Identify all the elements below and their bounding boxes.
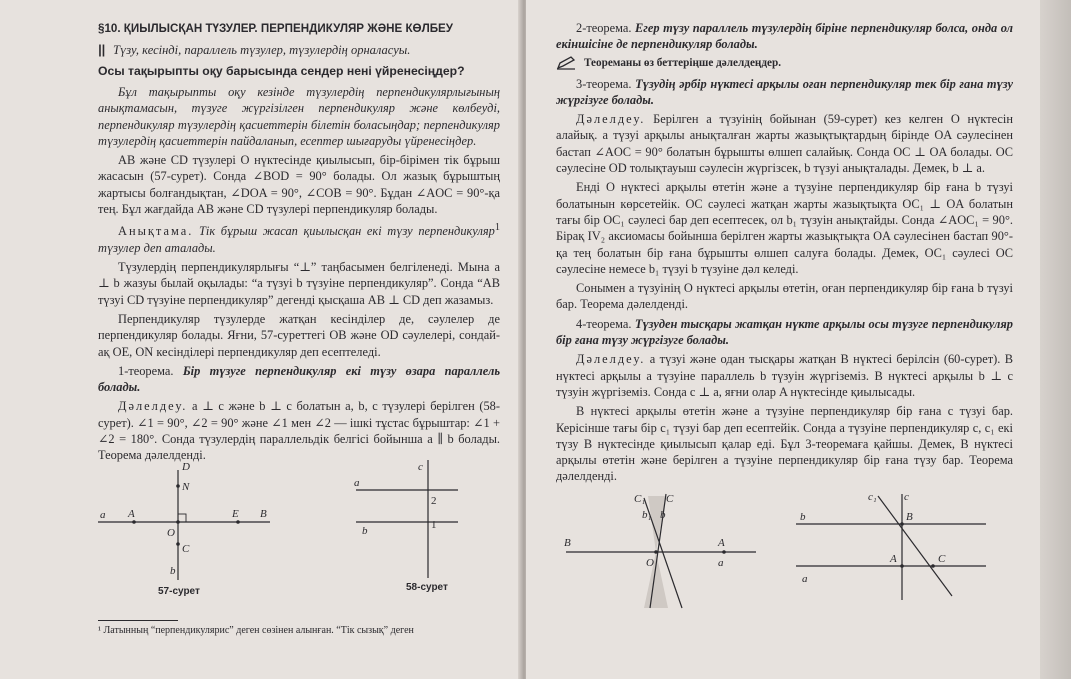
theorem-2 xyxy=(556,20,1013,53)
fig60-label-a: a xyxy=(802,572,808,585)
right-page xyxy=(526,0,1071,679)
theorem-2-label: 2-теорема. xyxy=(576,21,632,35)
theorem-1 xyxy=(98,363,500,396)
definition-label: Анықтама. xyxy=(118,224,194,239)
footnote: ¹ Латынның “перпендикулярис” деген сөзінен алынған. “Тік сызық” деген xyxy=(98,624,414,636)
figures-57-58 xyxy=(98,460,500,618)
theorem-3-label: 3-теорема. xyxy=(576,76,632,91)
theorem-3-text: Түзудің әрбір нүктесі арқылы оған перпендикуляр тек бір ғана түзу жүргізуге болады. xyxy=(556,76,1013,107)
paragraph-final: B нүктесі арқылы өтетін және a түзуіне перпендикуляр бір ғана c түзуі бар. Керісінше тағы бір c₁ түзуі бар деп есептейік. Сонда a түзуіне перпендикуляр c, c₁ екі түзу B нүктесінде қиылысып қалар еді. Бұл 3-теоремаға қайшы. Демек, B нүктесі арқылы өтетін және берілген a түзуіне перпендикуляр бір ғана түзу бар. Теорема дәлелденді. xyxy=(556,404,1013,484)
theorem-2-text: Егер түзу параллель түзулердің біріне перпендикуляр болса, онда ол екіншісіне де перпендикуляр болады. xyxy=(556,21,1013,52)
proof-1 xyxy=(98,398,500,463)
proof-1-label: Дәлелдеу. xyxy=(118,399,188,414)
section-title: §10. ҚИЫЛЫСҚАН ТҮЗУЛЕР. ПЕРПЕНДИКУЛЯР ЖӘНЕ КӨЛБЕУ xyxy=(98,22,453,35)
figure-57-caption: 57-сурет xyxy=(158,585,200,597)
pencil-icon xyxy=(556,56,576,70)
definition-text-end: түзулер деп аталады. xyxy=(98,240,216,255)
paragraph-uniqueness: Енді O нүктесі арқылы өтетін және a түзуіне перпендикуляр бір ғана b түзуі болатынын көрсетейік. OC сәулесі жатқан жарты жазықтықта OC₁ ⊥ OA болатын тағы бір OC₁ сәулесі бар деп есептесек, ол b₁ түзуін анықтайды. Сонда ∠AOC₁ = 90°. Бірақ IV₂ аксиомасы бойынша берілген жарты жазықтықта OA сәулесінен бастап 90°-қа тең болатын бір ғана бұрышты өлшеп салуға болады. Демек, OC₁ сәулесі OC сәулесіне немесе b₁ түзуі b түзуіне дәл келеді. xyxy=(556,180,1013,276)
learning-question: Осы тақырыпты оқу барысында сендер нені үйренесіңдер? xyxy=(98,64,465,78)
proof-4-text: a түзуі және одан тысқары жатқан B нүктесі берілсін (60-сурет). B нүктесі арқылы a түзуіне параллель b түзуін жүргіземіз. B нүктесі арқылы b ⊥ c түзуін жүргіземіз. Сонда c ⊥ a, яғни олар A нүктесінде қиылысады. xyxy=(556,352,1013,399)
fig58-label-a: a xyxy=(354,476,360,489)
theorem-3 xyxy=(556,76,1013,109)
paragraph-abcd: AB және CD түзулері O нүктесінде қиылысып, бір-бірімен тік бұрыш жасасын (57-сурет). Сонда ∠BOD = 90° болады. Ол жазық бұрыштың жартысы болғандықтан, ∠DOA = 90°, ∠COB = 90°. Бұдан ∠AOC = 90°-қа тең. Бұл жағдайда AB және CD түзулері перпендикуляр болады. xyxy=(98,153,500,217)
self-proof-text: Теореманы өз беттеріңше дәлелдеңдер. xyxy=(584,56,781,69)
fig59-label-A: A xyxy=(718,536,725,549)
fig59-label-a: a xyxy=(718,556,724,569)
fig58-label-1: 1 xyxy=(431,518,437,531)
theorem-4-label: 4-теорема. xyxy=(576,316,632,331)
fig57-label-E: E xyxy=(232,507,239,520)
fig57-label-D: D xyxy=(182,460,190,473)
paragraph-conclusion: Сонымен a түзуінің O нүктесі арқылы өтетін, оған перпендикуляр бір ғана b түзуі бар. Теорема дәлелденді. xyxy=(556,281,1013,312)
fig57-label-a: a xyxy=(100,508,106,521)
fig60-label-c: c xyxy=(904,490,909,503)
fig60-label-b: b xyxy=(800,510,806,523)
definition-text: Тік бұрыш жасап қиылысқан екі түзу перпендикуляр xyxy=(198,224,495,239)
self-proof-note xyxy=(556,56,1013,70)
figure-59 xyxy=(564,493,756,608)
theorem-4-text: Түзуден тысқары жатқан нүкте арқылы осы түзуге перпендикуляр бір ғана түзу жүргізуге болады. xyxy=(556,316,1013,348)
fig59-label-C: C xyxy=(666,492,674,505)
fig57-label-N: N xyxy=(182,480,190,493)
fig58-label-b: b xyxy=(362,524,368,537)
keywords-marker: || xyxy=(98,43,105,57)
keywords-line xyxy=(98,43,500,58)
figure-57 xyxy=(98,461,270,580)
theorem-4 xyxy=(556,316,1013,349)
proof-4-label: Дәлелдеу. xyxy=(576,352,646,367)
fig60-label-A: A xyxy=(890,552,897,565)
fig57-label-b: b xyxy=(170,564,176,577)
theorem-1-text: Бір түзуге перпендикуляр екі түзу өзара параллель болады. xyxy=(98,363,500,395)
fig59-label-b1: b₁ xyxy=(642,508,652,521)
page-edges xyxy=(1040,0,1071,679)
figures-59-60 xyxy=(556,490,1006,600)
proof-4 xyxy=(556,351,1013,400)
paragraph-segments: Перпендикуляр түзулерде жатқан кесінділер де, сәулелер де перпендикуляр болады. Яғни, 57-суреттегі OB және OD сәулелері, сондай-ақ OE, ON кесінділері перпендикуляр деп есептеледі. xyxy=(98,311,500,359)
fig59-label-C1: C₁ xyxy=(634,492,646,505)
footnote-divider xyxy=(98,620,178,621)
fig60-label-c1: c₁ xyxy=(868,490,877,503)
proof-3-label: Дәлелдеу. xyxy=(576,112,646,127)
fig57-label-A: A xyxy=(128,507,135,520)
figure-58-caption: 58-сурет xyxy=(406,581,448,593)
proof-3 xyxy=(556,111,1013,176)
fig59-label-O: O xyxy=(646,556,654,569)
figure-60 xyxy=(796,491,986,600)
left-page xyxy=(0,0,522,679)
footnote-ref: 1 xyxy=(494,222,501,234)
fig57-label-B: B xyxy=(260,507,267,520)
fig60-label-B: B xyxy=(906,510,913,523)
fig58-label-2: 2 xyxy=(431,494,437,507)
fig59-label-b: b xyxy=(660,508,666,521)
theorem-1-label: 1-теорема. xyxy=(118,363,174,378)
paragraph-notation: Түзулердің перпендикулярлығы “⊥” таңбасымен белгіленеді. Мына a ⊥ b жазуы былай оқылады: “a түзуі b түзуіне перпендикуляр”. Сонда “AB түзуі CD түзуіне перпендикуляр” дегенді қысқаша AB ⊥ CD деп жазамыз. xyxy=(98,260,500,307)
fig58-label-c: c xyxy=(418,460,423,473)
figure-58 xyxy=(354,460,458,578)
proof-1-text: a ⊥ c және b ⊥ c болатын a, b, c түзулері берілген (58-сурет). ∠1 = 90°, ∠2 = 90° және ∠1 мен ∠2 — ішкі тұстас бұрыштар: ∠1 + ∠2 = 180°. Сонда түзулердің параллельдік белгісі бойынша a ∥ b болады. Теорема дәлелденді. xyxy=(98,399,500,463)
definition-paragraph xyxy=(98,220,500,256)
fig59-label-B: B xyxy=(564,536,571,549)
intro-paragraph: Бұл тақырыпты оқу кезінде түзулердің перпендикулярлығының анықтамасын, түзуге жүргізілген перпендикуляр және көлбеуді, перпендикуляр түзулердің қасиеттерін білетін боласыңдар; перпендикуляр түзулердің қасиеттерін пайдаланып, есептер шығаруды үйренесіңдер. xyxy=(98,85,500,148)
fig60-label-C: C xyxy=(938,552,946,565)
keywords-text: Түзу, кесінді, параллель түзулер, түзулердің орналасуы. xyxy=(113,43,411,57)
fig57-label-C: C xyxy=(182,542,190,555)
fig57-label-O: O xyxy=(167,526,175,539)
proof-3-text: Берілген a түзуінің бойынан (59-сурет) кез келген O нүктесін алайық. a түзуі арқылы анықталған жарты жазықтықтардың бірінде OA сәулесінен бастап ∠AOC = 90° болатын бұрышты өлшеп салайық. Сонда OC ⊥ OA болады. OC сәулесіне OD толықтауыш сәулесін жүргізсек, b түзуі анықталады. Демек, b ⊥ a. xyxy=(556,112,1013,176)
